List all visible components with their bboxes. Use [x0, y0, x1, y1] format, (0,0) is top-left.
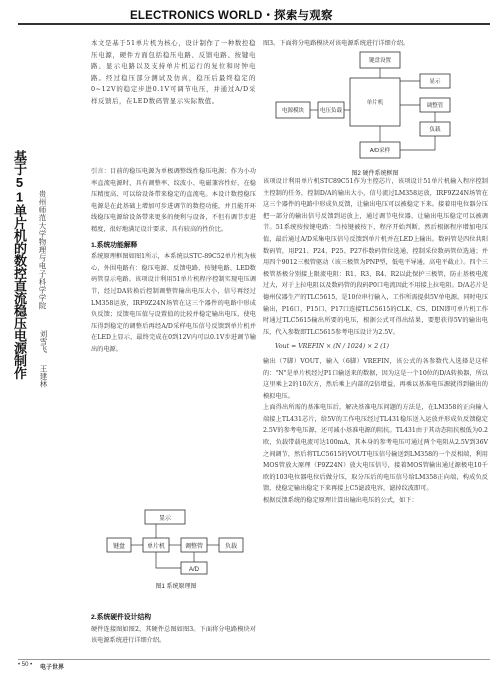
column-2-body	[263, 176, 488, 507]
header-rule	[18, 23, 490, 25]
column-2-intro: 图3。下面将分电路模块对该电源系统进行详细介绍。	[263, 40, 410, 47]
figure-1-caption: 图1 系统原理图	[155, 584, 197, 590]
fig2-label-mcu: 单片机	[366, 100, 384, 106]
column-1-top	[91, 166, 256, 356]
article-title: 基于51单片机的数控直流稳压电源制作	[12, 150, 27, 379]
fig2-label-load: 负载	[429, 127, 441, 133]
affiliation: 贵州师范大学物理与电子科学学院	[38, 190, 47, 310]
figure-1-diagram	[105, 508, 247, 578]
abstract: 本文是基于51单片机为核心，设计制作了一种数控稳压电源，硬件方面包括稳压电路、反馈电路、按键电路、显示电路以及支持单片机运行的复位和时钟电路。经过稳压部分测试及仿真，稳压后最终稳定的0~12V的稳定步进0.1V可调节电压，并通过A/D采样反馈后，在LED数码管显示实际数值。	[91, 39, 256, 105]
formula-1: Vout = VREFIN × (N / 1024) × 2 (1)	[275, 343, 389, 351]
fig2-label-regulator: 调整管	[426, 103, 444, 109]
intro-paragraph: 引言：目前的稳压电源为单极调整线性稳压电源；作为小功率直流电源时，具有调整率、纹波小、电磁兼容性好，在稳压精度高、可以给设备带来稳定的直流电。本设计数控稳压电源是在此基础上增加可步进调节的数控功能，并且能开环线稳压电源给设备带来更多的便利与设备，不但有调节步进精度，很好地满足设计要求，具有较高的性价比。	[91, 168, 256, 233]
section-1-text: 系统原理框图如图1所示，本系统以STC-89C52单片机为核心，外围电路有：稳压电源、反馈电路、按键电路、LED数码管显示电路。该项设计利用51单片机程序控制实现电压调节，经过DA转换后控制调整管输出电压大小，信号再经过LM358运放，IRF9Z24N场管在这三个器件的电路中形成负反馈；反馈电压值与设置值的比较并稳定输出电压，使电压得到稳定的调整后再经A/D采样电压信号反馈到单片机并在LED上显示，最终完成在0到12V内可以0.1V步进调节输出的电源。	[91, 253, 256, 353]
fig2-label-power: 电源模块	[281, 108, 305, 114]
fig1-label-regulator: 调整管	[184, 544, 204, 550]
author-2: 王建林	[39, 365, 48, 388]
fig1-label-keyboard: 键盘	[112, 544, 126, 550]
figure-2-caption: 图2 硬件系统框图	[351, 171, 399, 177]
author-1: 刘雪飞	[39, 330, 48, 353]
footer-rule	[18, 659, 490, 660]
fig1-label-mcu: 单片机	[146, 544, 166, 550]
fig2-label-voltage-load: 电压负载	[319, 108, 343, 114]
fig1-label-ad: A/D	[188, 567, 200, 573]
section-1-heading: 1.系统功能解释	[91, 241, 138, 249]
fig2-label-display: 显示	[429, 79, 441, 85]
fig1-label-load: 负载	[224, 544, 238, 550]
publication-name: 电子世界	[40, 665, 65, 671]
column-2-paragraph-3: 上面得出所需的基准电压后，解决基准电压问题的方法是，在LM358的正向输入端接上TL431芯片，给5V的工作电压经过TL431稳压送入运放并形成负反馈稳定2.5V的参考电压源，还可减小基准电源的阻抗。TL431由于其动态阻抗极低为0.2欧，负载带载电流可达100mA，其本身的参考电压可通过两个电阻从2.5V到36V之间调节，然后将TLC5615的VOUT电压信号输送到LM358的一个反相端，利用MOS管放大原理（F9Z24N）放大电压信号，接着MOS管输出通过源极电10千欧的103电位器电位后做分压，取分压后的电压信号给LM358正向端，构成负反馈，使稳定输出稳定下来再接上C5滤波电容，滤掉纹波即可。	[263, 404, 488, 493]
fig1-label-display: 显示	[158, 516, 172, 522]
page-number: • 50 •	[18, 662, 33, 668]
section-2-text: 硬件连接图如图2，其硬件总图如图3。下面将分电路模块对该电源系统进行详细介绍。	[91, 625, 256, 645]
header-title: ELECTRONICS WORLD・探索与观察	[130, 10, 333, 22]
column-2-paragraph-2: 输出（7脚）VOUT，输入（6脚）VREFIN，该公式的各参数代入选择是这样的："N"是单片机经过P1口输送来的数据，因为这是一个10位的D/A转换器，所以这里乘上2的10次方，然后乘上内部的2倍增益，再乘以基准电压源就得到输出的模拟电压。	[263, 357, 488, 400]
fig2-label-ad: A/D采样	[369, 148, 391, 154]
figure-2-diagram	[270, 48, 480, 168]
section-2-heading: 2.系统硬件设计结构	[91, 614, 152, 621]
column-1-bottom	[91, 612, 256, 647]
fig2-label-keypad: 键盘设置	[368, 58, 392, 64]
column-2-paragraph-1: 该项设计利用单片机STC89C51作为主控芯片，该项设计51单片机输入程序控制主控制的任务，控制D/A的输出大小，信号流过LM358运放，IRF9Z24N场管在这三个器件的电路中形成负反馈，让输出电压可以被稳定下来。接着用电位器分压把一部分的输出信号反馈到运放上，通过调节电位器，让输出电压稳定可以被调节。51系统按按键电路：当按键被按下，程序开始判断，然后根据程序增加电压值，最后通过A/D采集电压信号反馈到单片机并在LED上输出。数码管是四位共阳数码管，用P21、P24、P25、P27作数码管位选通，控制采位数码管位选通；并用四个9012三极管驱动（该三极管为PNP型，低电平导通，高电平截止）。四个三极管基极分别接上限流电阻：R1、R3、R4、R2以此保护三极管，防止基极电流过大，对于上拉电阻以及数码管的段码P0口电流因此不用接上拉电阻。D/A芯片是德州仪器生产的TLC5615，是10位串行输入，工作所需提供5V单电源。同时电压输出，P16口、P15口、P17口连接TLC5615的CLK、CS、DIN即可单片机工作时通过TLC5615输出所要的电压，根据公式可得出结果，要想获得5V的输出电压，代入参数即TLC5615参考电压设计为2.5V。	[263, 178, 488, 336]
column-2-paragraph-4: 根据反馈系统的稳定原理计算出输出电压的公式，如下：	[263, 497, 418, 505]
